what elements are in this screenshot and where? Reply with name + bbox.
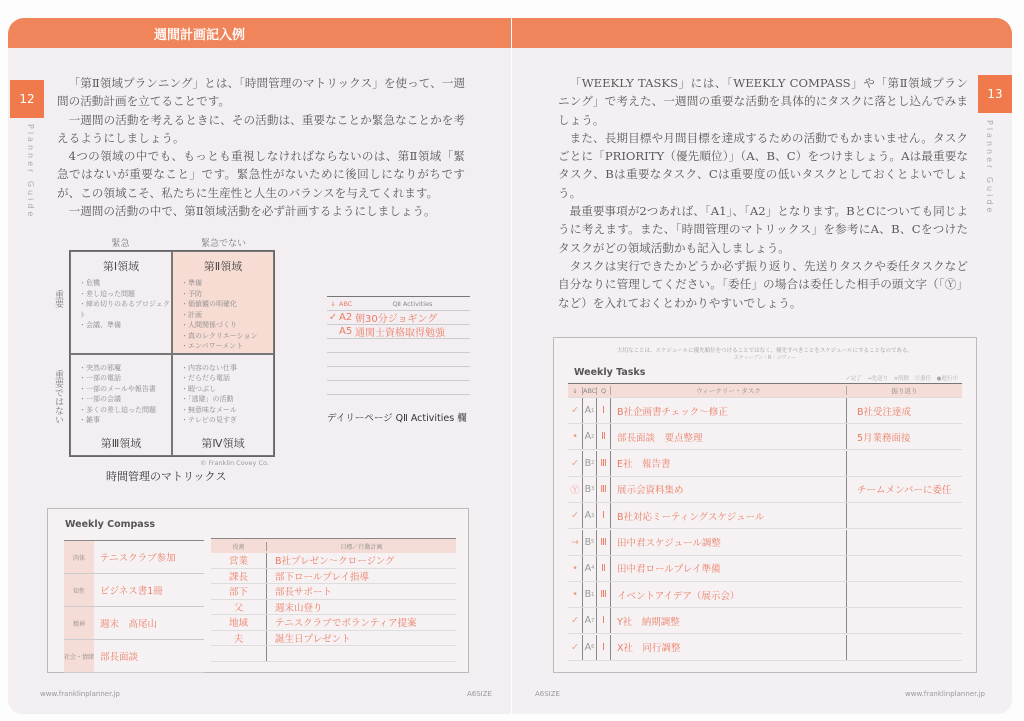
goal: 部下ロールプレイ指導 — [266, 569, 456, 584]
task-quadrant: Ⅲ — [596, 477, 610, 502]
priority-letter: A — [584, 510, 592, 522]
quadrant-title: 第Ⅱ領域 — [203, 260, 243, 273]
task-priority — [582, 556, 596, 581]
task-quadrant: Ⅰ — [596, 635, 610, 660]
page-number-tab: 12 — [10, 80, 44, 118]
task-name: E社 報告書 — [610, 451, 846, 476]
priority-number: 3 — [591, 512, 595, 519]
task-name: 部長面談 要点整理 — [610, 424, 846, 449]
daily-row — [327, 339, 470, 353]
task-row — [568, 556, 962, 582]
role: 部下 — [228, 587, 248, 599]
priority-number: 2 — [591, 460, 595, 467]
task-quadrant: Ⅲ — [596, 582, 610, 607]
priority-letter: B — [584, 589, 592, 601]
quadrant-item: ・ 真のレクリエーション — [181, 331, 273, 342]
renewal-label: 精神 — [64, 607, 94, 639]
priority-number: 4 — [591, 565, 595, 572]
quadrant-2 — [172, 251, 274, 354]
task-name: イベントアイデア（展示会） — [610, 582, 846, 607]
side-label: Planner Guide — [985, 120, 994, 216]
renewal-row — [64, 541, 204, 574]
quadrant-item: ・ 予防 — [181, 289, 273, 300]
legend: ✓完了 →先送り ×削除 Ⓨ委任 ●進行中 — [845, 376, 958, 382]
role-row — [211, 631, 456, 647]
task-quadrant: Ⅰ — [596, 503, 610, 528]
goal: 誕生日プレゼント — [266, 631, 456, 646]
priority-number: 1 — [591, 407, 595, 414]
task-priority — [582, 530, 596, 555]
role-row — [211, 584, 456, 600]
goal: テニスクラブでボランティア提案 — [266, 615, 456, 630]
task-row — [568, 503, 962, 529]
role-header: 役割 — [232, 543, 245, 551]
priority-letter: B — [584, 483, 592, 495]
col-label-not-urgent: 緊急でない — [200, 239, 246, 249]
intro-text — [57, 74, 465, 220]
row-label-not-important: 重要ではない — [53, 370, 63, 424]
tasks-header — [568, 383, 962, 398]
goal: 部長サポート — [266, 584, 456, 599]
task-name: Y社 納期調整 — [610, 608, 846, 633]
quadrant-title: 第Ⅲ領域 — [100, 437, 142, 450]
footer-size: A6SIZE — [535, 690, 560, 698]
quadrant-item: ・ 差し迫った問題 — [79, 289, 171, 300]
time-management-matrix — [69, 250, 275, 457]
page-number-tab: 13 — [978, 75, 1012, 113]
paragraph: 4つの領域の中でも、もっとも重視しなければならないのは、第Ⅱ領域「緊急ではないが重要なこと」です。緊急性がないために後回しになりがちですが、この領域こそ、私たちに生産性と人生のバランスを与えてくれます。 — [57, 149, 465, 200]
quadrant-items — [71, 278, 171, 331]
footer-url: www.franklinplanner.jp — [40, 690, 120, 698]
quadrant-item: ・ 価値観の明確化 — [181, 299, 273, 310]
goal: B社プレゼン〜クロージング — [266, 553, 456, 568]
copyright: © Franklin Covey Co. — [200, 459, 269, 467]
task-priority — [582, 477, 596, 502]
priority: A5 — [339, 326, 353, 337]
quadrant-item: ・ 計画 — [181, 310, 273, 321]
quadrant-item: ・ 突然の邪魔 — [79, 363, 171, 374]
task-row — [568, 608, 962, 634]
daily-activities-sample — [327, 296, 470, 395]
role-row — [211, 553, 456, 569]
priority-number: 5 — [591, 539, 595, 545]
col-label-urgent: 緊急 — [111, 239, 130, 249]
paragraph: 一週間の活動の中で、第Ⅱ領域活動を必ず計画するようにしましょう。 — [68, 204, 436, 219]
quadrant-item: ・ だらだら電話 — [181, 373, 273, 384]
daily-header — [327, 297, 470, 311]
task-priority — [582, 608, 596, 633]
renewal-row — [64, 574, 204, 607]
quadrant-item: ・ 人間関係づくり — [181, 320, 273, 331]
daily-row — [327, 381, 470, 395]
header-review: 振り返り — [846, 386, 962, 395]
quadrant-item: ・ テレビの見すぎ — [181, 415, 273, 426]
task-quadrant: Ⅱ — [596, 424, 610, 449]
compass-title: Weekly Compass — [65, 519, 156, 530]
quadrant-items — [173, 363, 273, 426]
footer-size: A6SIZE — [467, 690, 492, 698]
task-quadrant: Ⅰ — [596, 398, 610, 423]
header-task: ウィークリー・タスク — [610, 386, 846, 395]
task-quadrant: Ⅲ — [596, 451, 610, 476]
header-activities: QⅡ Activities — [392, 299, 433, 308]
priority-letter: A — [584, 641, 592, 653]
task-quadrant: Ⅱ — [596, 556, 610, 581]
task-review — [846, 556, 962, 581]
header-arrow: ↓ — [330, 299, 336, 308]
priority-number: 3 — [591, 486, 595, 493]
matrix-caption: 時間管理のマトリックス — [106, 470, 227, 483]
task-row — [568, 635, 962, 661]
side-label: Planner Guide — [26, 124, 35, 220]
task-quadrant: Ⅲ — [596, 530, 610, 555]
task-priority — [582, 451, 596, 476]
goal-header: 目標／行動計画 — [266, 542, 456, 551]
quadrant-item: ・ 準備 — [181, 278, 273, 289]
task-row — [568, 582, 962, 608]
quadrant-items — [173, 278, 273, 352]
quadrant-item: ・ 暇つぶし — [181, 384, 273, 395]
task-priority — [582, 635, 596, 660]
daily-row — [327, 353, 470, 367]
quadrant-item: ・ 締め切りのあるプロジェクト — [79, 299, 171, 320]
task-status: ✓ — [571, 641, 579, 653]
activity: 朝30分ジョギング — [355, 314, 438, 325]
paragraph: 「第Ⅱ領域プランニング」とは、「時間管理のマトリックス」を使って、一週間の活動計画を立てることです。 — [57, 76, 465, 109]
task-review — [846, 503, 962, 528]
quadrant-item: ・ 内容のない仕事 — [181, 363, 273, 374]
quadrant-items — [71, 363, 171, 426]
priority-number: 2 — [591, 433, 595, 440]
priority-number: 6 — [591, 644, 595, 651]
task-review: B社受注達成 — [846, 398, 962, 423]
paragraph: 最重要事項が2つあれば、「A1」、「A2」となります。BとCについても同じように考えます。また、「時間管理のマトリックス」を参考にA、B、Cをつけたタスクがどの領域活動かも記入しましょう。 — [558, 204, 968, 255]
renewal-label: 社会・情緒 — [64, 640, 94, 672]
quadrant-title: 第Ⅰ領域 — [102, 260, 140, 273]
task-status: Ⓨ — [570, 485, 580, 497]
task-review: 5月業務面接 — [846, 424, 962, 449]
quote: 大切なことは、スケジュールに優先順位をつけることではなく、優先すべきことをスケジュールにすることなのである。 — [616, 348, 914, 354]
role: 父 — [233, 602, 244, 614]
paragraph: タスクは実行できたかどうか必ず振り返り、先送りタスクや委任タスクなど自分なりに管理してください。「委任」の場合は委任した相手の頭文字（「Ⓨ」など）を入れておくとわかりやすいでしょう。 — [558, 258, 968, 310]
task-review — [846, 530, 962, 555]
goal: 週末山登り — [266, 600, 456, 615]
task-row — [568, 451, 962, 477]
renewal-label: 肉体 — [64, 541, 94, 573]
intro-text — [558, 74, 968, 312]
header-abc: ABC — [339, 299, 353, 308]
activity: 通関士資格取得勉強 — [355, 328, 445, 339]
daily-row — [327, 325, 470, 339]
task-status: ✓ — [571, 615, 579, 627]
role: 営業 — [228, 556, 248, 568]
priority-number: 7 — [591, 617, 595, 624]
header-abc: ABC — [583, 386, 597, 395]
daily-row — [327, 311, 470, 325]
header-q: Q — [596, 387, 610, 395]
quadrant-item: ・ 一部の電話 — [79, 373, 171, 384]
task-review: チームメンバーに委任 — [846, 477, 962, 502]
task-review — [846, 635, 962, 660]
task-status: ✓ — [571, 405, 579, 416]
renewal-row — [64, 607, 204, 640]
role-row — [211, 569, 456, 585]
task-name: 展示会資料集め — [610, 477, 846, 502]
task-name: 田中君スケジュール調整 — [610, 530, 846, 555]
task-review — [846, 608, 962, 633]
task-status: • — [572, 431, 578, 443]
priority: A2 — [339, 312, 353, 323]
task-status: • — [572, 589, 578, 601]
footer-url: www.franklinplanner.jp — [905, 690, 985, 698]
task-review — [846, 451, 962, 476]
renewal-value: 週末 高尾山 — [100, 619, 158, 630]
renewal-value: テニスクラブ参加 — [100, 553, 176, 564]
renewal-row — [64, 640, 204, 673]
status: ✓ — [328, 312, 338, 323]
priority-letter: B — [584, 457, 592, 469]
task-priority — [582, 398, 596, 423]
task-name: B社企画書チェック〜修正 — [610, 398, 846, 423]
header-arrow: ↓ — [572, 386, 578, 395]
paragraph: 一週間の活動を考えるときに、その活動は、重要なことか緊急なことかを考えるようにしましょう。 — [57, 112, 465, 145]
weekly-tasks-sample — [553, 337, 977, 673]
task-status: • — [572, 562, 578, 574]
renewal-value: 部長面談 — [100, 652, 139, 663]
renewal-value: ビジネス書1冊 — [100, 586, 163, 597]
header-band — [8, 18, 511, 48]
priority-letter: A — [584, 431, 592, 443]
priority-letter: A — [584, 405, 592, 416]
role: 夫 — [233, 633, 244, 645]
priority-number: 1 — [591, 591, 595, 598]
quadrant-item: ・ 会議、準備 — [79, 320, 171, 331]
tasks-title: Weekly Tasks — [574, 367, 646, 378]
role-row — [211, 600, 456, 616]
task-quadrant: Ⅰ — [596, 608, 610, 633]
task-name: 田中君ロールプレイ準備 — [610, 556, 846, 581]
quadrant-item: ・ エンパワーメント — [181, 341, 273, 352]
role: 地域 — [228, 618, 248, 630]
quote-author: スティーブン・R・コヴィー — [733, 355, 797, 361]
quadrant-item: ・ 多くの差し迫った問題 — [79, 405, 171, 416]
task-name: X社 同行調整 — [610, 635, 846, 660]
priority-letter: A — [584, 615, 592, 627]
daily-row — [327, 367, 470, 381]
roles-header — [211, 539, 456, 553]
header-band-right — [512, 18, 1012, 48]
renewal-label: 知性 — [64, 574, 94, 606]
task-status: ✓ — [571, 457, 579, 469]
task-name: B社対応ミーティングスケジュール — [610, 503, 846, 528]
task-priority — [582, 503, 596, 528]
priority-letter: B — [584, 536, 592, 548]
daily-caption: デイリーページ QⅡ Activities 欄 — [327, 413, 467, 424]
weekly-compass-sample — [47, 508, 469, 673]
task-status: → — [571, 536, 579, 548]
quadrant-item: ・ 「逃避」の活動 — [181, 394, 273, 405]
paragraph: 「WEEKLY TASKS」には、「WEEKLY COMPASS」や「第Ⅱ領域プランニング」で考えた、一週間の重要な活動を具体的にタスクに落とし込んでみましょう。 — [558, 76, 968, 127]
quadrant-item: ・ 無意味なメール — [181, 405, 273, 416]
role: 課長 — [228, 571, 248, 583]
quadrant-3 — [70, 354, 172, 457]
task-priority — [582, 582, 596, 607]
quadrant-item: ・ 一部のメールや報告書 — [79, 384, 171, 395]
task-row — [568, 477, 962, 503]
quadrant-1 — [70, 251, 172, 354]
task-priority — [582, 424, 596, 449]
row-label-important: 重要 — [53, 290, 63, 308]
role-row — [211, 646, 456, 662]
task-status: ✓ — [571, 510, 579, 522]
quadrant-title: 第Ⅳ領域 — [201, 437, 245, 450]
priority-letter: A — [584, 562, 592, 574]
task-review — [846, 582, 962, 607]
role-row — [211, 615, 456, 631]
task-row — [568, 424, 962, 450]
task-row — [568, 530, 962, 556]
quadrant-item: ・ 危機 — [79, 278, 171, 289]
page-title: 週間計画記入例 — [153, 28, 245, 43]
paragraph: また、長期目標や月間目標を達成するための活動でもかまいません。タスクごとに「PRIORITY（優先順位）」（A、B、C）をつけましょう。Aは最重要なタスク、Bは重要なタスク、Cは重要度の低いタスクとしておくとよいでしょう。 — [558, 130, 968, 200]
goal — [266, 646, 456, 661]
quadrant-4 — [172, 354, 274, 457]
quadrant-item: ・ 一部の会議 — [79, 394, 171, 405]
task-row — [568, 398, 962, 424]
quadrant-item: ・ 雑事 — [79, 415, 171, 426]
